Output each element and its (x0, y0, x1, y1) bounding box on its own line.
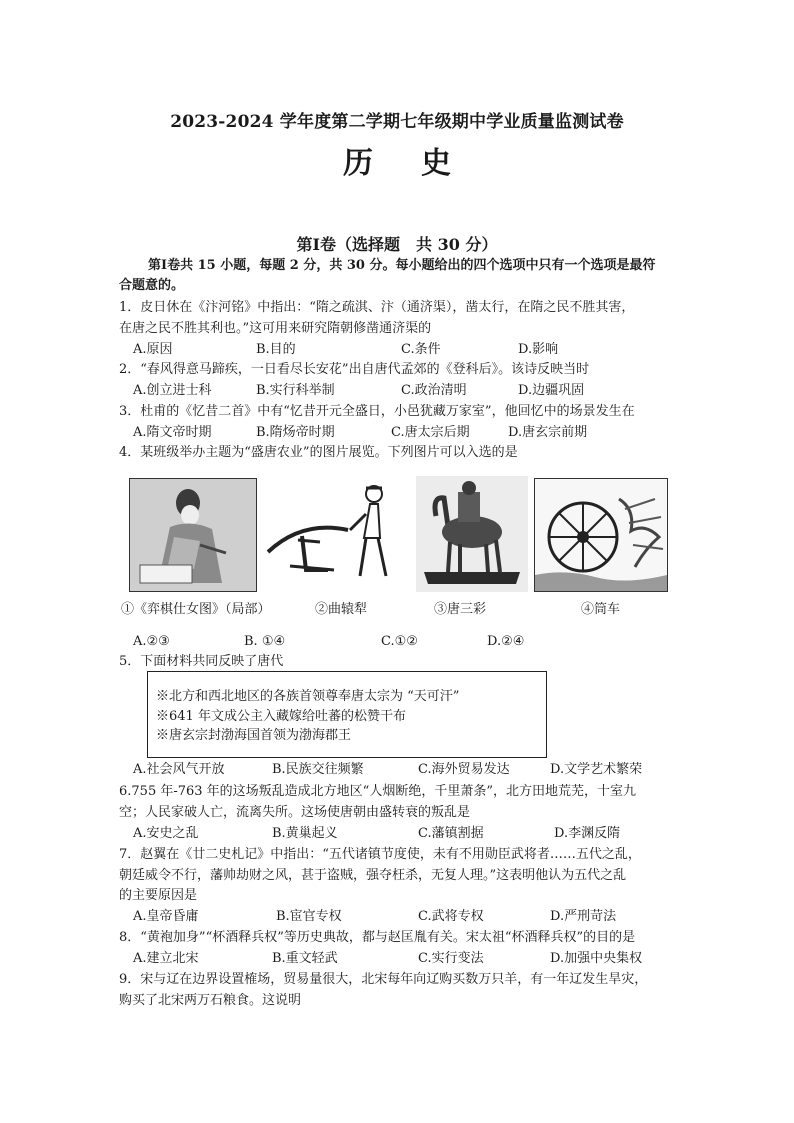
option-c[interactable]: C.政治清明 (401, 383, 467, 398)
option-b[interactable]: B.目的 (256, 342, 296, 357)
option-d[interactable]: D.李渊反隋 (554, 826, 621, 841)
question-1-line-2: 在唐之民不胜其利也。”这可用来研究隋朝修凿通济渠的 (119, 321, 432, 336)
material-line-3: ※唐玄宗封渤海国首领为渤海郡王 (156, 728, 352, 743)
question-6-line-2: 空；人民家破人亡，流离失所。这场使唐朝由盛转衰的叛乱是 (119, 805, 471, 820)
option-c[interactable]: C.武将专权 (418, 909, 484, 924)
question-6-line-1: 6.755 年-763 年的这场叛乱造成北方地区“人烟断绝，千里萧条”，北方田地荒芜，十室九 (119, 784, 636, 799)
curved-plough-drawing (262, 480, 412, 592)
option-d[interactable]: D.唐玄宗前期 (508, 425, 588, 440)
option-b[interactable]: B.重文轻武 (272, 951, 338, 966)
option-a[interactable]: A.安史之乱 (133, 826, 199, 841)
option-c[interactable]: C.实行变法 (418, 951, 484, 966)
option-a[interactable]: A.皇帝昏庸 (133, 909, 199, 924)
option-a[interactable]: A.建立北宋 (133, 951, 199, 966)
option-c[interactable]: C.藩镇割据 (418, 826, 484, 841)
option-d[interactable]: D.边疆巩固 (518, 383, 585, 398)
instructions-line-1: 第Ⅰ卷共 15 小题，每题 2 分，共 30 分。每小题给出的四个选项中只有一个选项是最符 (148, 258, 656, 273)
question-7-line-2: 朝廷威令不行，藩帅劫财之风，甚于盗贼，强夺枉杀，无复人理。”这表明他认为五代之乱 (119, 868, 627, 883)
option-b[interactable]: B.民族交往频繁 (272, 762, 364, 777)
option-a[interactable]: A.②③ (133, 634, 170, 649)
tang-sancai-camel-image (416, 476, 528, 592)
option-a[interactable]: A.创立进士科 (133, 383, 212, 398)
question-9-line-2: 购买了北宋两万石粮食。这说明 (119, 993, 302, 1008)
tube-water-wheel-image (534, 478, 668, 592)
tube-water-wheel-drawing (535, 479, 667, 591)
question-9-line-1: 9．宋与辽在边界设置榷场，贸易量很大，北宋每年向辽购买数万只羊，有一年辽发生旱灾， (119, 972, 648, 987)
subject-title: 历史 (343, 146, 499, 181)
caption-1: ①《弈棋仕女图》（局部） (121, 602, 271, 617)
option-b[interactable]: B.宦官专权 (276, 909, 342, 924)
option-d[interactable]: D.②④ (487, 634, 525, 649)
exam-title: 2023-2024 学年度第二学期七年级期中学业质量监测试卷 (170, 112, 624, 132)
option-d[interactable]: D.加强中央集权 (550, 951, 643, 966)
material-line-2: ※641 年文成公主入藏嫁给吐蕃的松赞干布 (156, 709, 406, 724)
question-3-line-1: 3．杜甫的《忆昔二首》中有“忆昔开元全盛日，小邑犹藏万家室”，他回忆中的场景发生在 (119, 404, 635, 419)
tang-sancai-camel-drawing (416, 476, 528, 592)
instructions-line-2: 合题意的。 (119, 278, 185, 293)
option-a[interactable]: A.隋文帝时期 (133, 425, 212, 440)
option-c[interactable]: C.海外贸易发达 (418, 762, 510, 777)
question-1-line-1: 1．皮日休在《汴河铭》中指出：“隋之疏淇、汴（通济渠），凿太行，在隋之民不胜其害， (119, 300, 635, 315)
court-lady-drawing (130, 479, 256, 591)
material-box (147, 671, 547, 758)
curved-plough-image (262, 480, 412, 592)
option-d[interactable]: D.影响 (518, 342, 559, 357)
material-line-1: ※北方和西北地区的各族首领尊奉唐太宗为 “天可汗” (156, 689, 460, 704)
part-title: 第Ⅰ卷（选择题 共 30 分） (296, 235, 498, 254)
option-d[interactable]: D.严刑苛法 (550, 909, 617, 924)
question-4-line-1: 4．某班级举办主题为“盛唐农业”的图片展览。下列图片可以入选的是 (119, 445, 518, 460)
caption-3: ③唐三彩 (434, 602, 487, 617)
option-a[interactable]: A.社会风气开放 (133, 762, 225, 777)
option-c[interactable]: C.唐太宗后期 (391, 425, 470, 440)
question-2-line-1: 2．“春风得意马蹄疾，一日看尽长安花”出自唐代孟郊的《登科后》。该诗反映当时 (119, 362, 590, 377)
question-7-line-1: 7．赵翼在《廿二史札记》中指出：“五代诸镇节度使，未有不用勋臣武将者……五代之乱， (119, 847, 641, 862)
option-a[interactable]: A.原因 (133, 342, 173, 357)
option-b[interactable]: B. ①④ (244, 634, 286, 649)
question-8-line-1: 8．“黄袍加身”“杯酒释兵权”等历史典故，都与赵匡胤有关。宋太祖“杯酒释兵权”的目的是 (119, 930, 636, 945)
option-b[interactable]: B.隋炀帝时期 (256, 425, 335, 440)
court-lady-painting-image (129, 478, 257, 592)
option-c[interactable]: C.条件 (401, 342, 441, 357)
caption-2: ②曲辕犁 (315, 602, 368, 617)
caption-4: ④筒车 (581, 602, 621, 617)
question-7-line-3: 的主要原因是 (119, 888, 198, 903)
option-b[interactable]: B.实行科举制 (256, 383, 335, 398)
question-5-line-1: 5．下面材料共同反映了唐代 (119, 654, 284, 669)
option-d[interactable]: D.文学艺术繁荣 (550, 762, 643, 777)
option-c[interactable]: C.①② (381, 634, 418, 649)
option-b[interactable]: B.黄巢起义 (272, 826, 338, 841)
